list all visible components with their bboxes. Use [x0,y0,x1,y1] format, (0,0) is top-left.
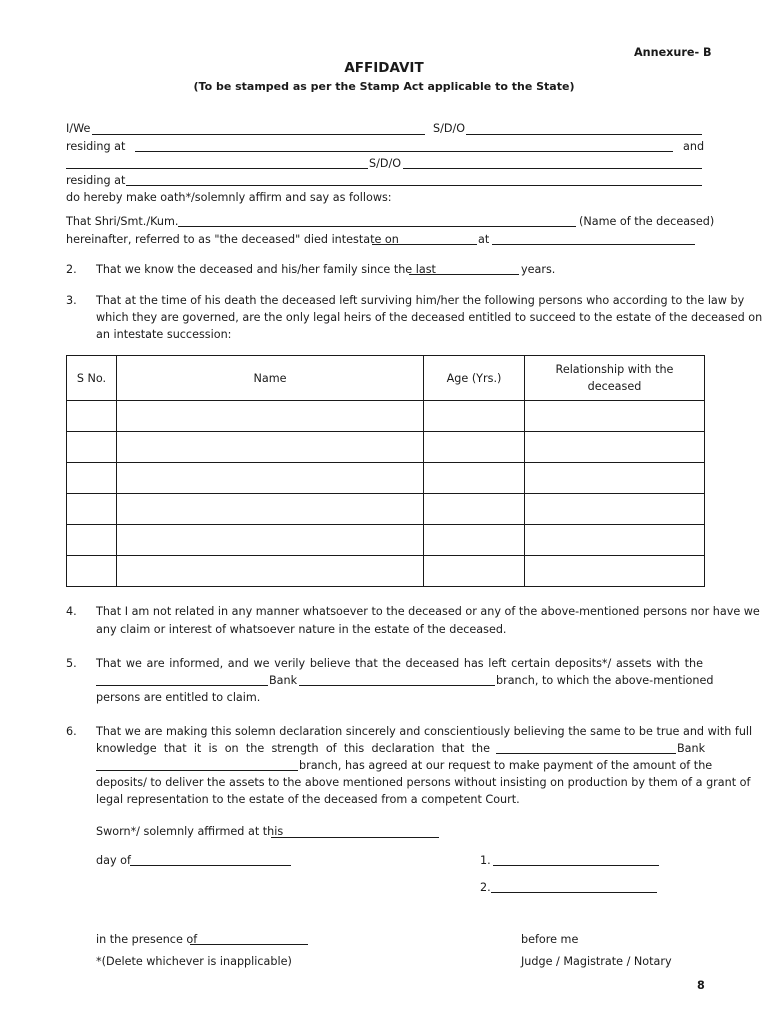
sdo-name-field[interactable] [466,134,702,135]
cell-sno[interactable] [67,494,117,525]
item-6-line-1: That we are making this solemn declaration sincerely and conscientiously believing the same to be true and with full [96,725,753,738]
item-6-line-3: branch, has agreed at our request to make payment of the amount of the [299,759,713,772]
residing-address-field[interactable] [135,151,673,152]
item-6-line-2: knowledge that it is on the strength of this declaration that the [96,742,490,755]
iwe-name-field[interactable] [92,134,425,135]
cell-age[interactable] [424,494,525,525]
table-row [67,432,705,463]
item-number-3: 3. [66,294,77,307]
header-age: Age (Yrs.) [424,356,525,401]
signature-1-label: 1. [480,854,491,867]
cell-relationship[interactable] [525,556,705,587]
table-row [67,401,705,432]
at-label: at [478,233,490,246]
residing-at-label-2: residing at [66,174,126,187]
item-number-4: 4. [66,605,77,618]
item-5-line-3: persons are entitled to claim. [96,691,261,704]
bank-name-field-2[interactable] [496,753,676,754]
cell-name[interactable] [117,556,424,587]
presence-label: in the presence of [96,933,198,946]
signature-2-field[interactable] [491,892,657,893]
day-of-label: day of [96,854,131,867]
table-header-row [67,356,705,401]
years-known-field[interactable] [409,274,519,275]
table-row [67,463,705,494]
cell-relationship[interactable] [525,401,705,432]
cell-sno[interactable] [67,525,117,556]
authority-label: Judge / Magistrate / Notary [521,955,672,968]
sdo2-label: S/D/O [369,157,402,170]
table-row [67,494,705,525]
delete-note: *(Delete whichever is inapplicable) [96,955,292,968]
document-title: AFFIDAVIT [344,60,424,76]
residing-address-field-2[interactable] [126,185,702,186]
item-5-bank: Bank [269,674,298,687]
item-6-line-5: legal representation to the estate of the deceased from a competent Court. [96,793,520,806]
hereinafter-text: hereinafter, referred to as "the deceased" died intestate on [66,233,399,246]
cell-name[interactable] [117,525,424,556]
residing-at-label: residing at [66,140,126,153]
before-me-label: before me [521,933,579,946]
that-shri-label: That Shri/Smt./Kum. [66,215,179,228]
item-2-text: That we know the deceased and his/her family since the last [96,263,436,276]
item-4-line-1: That I am not related in any manner whatsoever to the deceased or any of the above-mentioned persons nor have we [96,605,760,618]
cell-name[interactable] [117,432,424,463]
document-subtitle: (To be stamped as per the Stamp Act applicable to the State) [193,80,575,93]
item-3-line-3: an intestate succession: [96,328,232,341]
cell-sno[interactable] [67,401,117,432]
date-of-death-field[interactable] [372,244,477,245]
item-3-line-1: That at the time of his death the deceased left surviving him/her the following persons who according to the law by [96,294,745,307]
cell-sno[interactable] [67,432,117,463]
and-label: and [683,140,705,153]
cell-sno[interactable] [67,556,117,587]
presence-field[interactable] [190,944,308,945]
sworn-place-field[interactable] [271,837,439,838]
deceased-name-field[interactable] [178,226,576,227]
cell-age[interactable] [424,432,525,463]
item-5-branch: branch, to which the above-mentioned [496,674,714,687]
header-relationship [525,356,705,401]
second-person-name-field[interactable] [66,168,368,169]
item-2-years: years. [521,263,556,276]
name-of-deceased-label: (Name of the deceased) [579,215,715,228]
cell-age[interactable] [424,556,525,587]
cell-name[interactable] [117,463,424,494]
legal-heirs-table [66,355,705,587]
cell-age[interactable] [424,525,525,556]
cell-name[interactable] [117,494,424,525]
item-6-bank: Bank [677,742,706,755]
item-5-line-1: That we are informed, and we verily believe that the deceased has left certain deposits*/ assets with the [96,657,703,670]
annexure-label: Annexure- B [634,46,712,59]
place-of-death-field[interactable] [492,244,695,245]
sdo-label: S/D/O [433,122,466,135]
page-number: 8 [697,979,705,992]
cell-name[interactable] [117,401,424,432]
oath-statement: do hereby make oath*/solemnly affirm and say as follows: [66,191,392,204]
sworn-label: Sworn*/ solemnly affirmed at this [96,825,284,838]
cell-relationship[interactable] [525,525,705,556]
signature-2-label: 2. [480,881,491,894]
item-number-6: 6. [66,725,77,738]
header-relationship-text: Relationship with the deceased [555,363,674,393]
branch-name-field-1[interactable] [299,685,495,686]
iwe-label: I/We [66,122,91,135]
cell-age[interactable] [424,401,525,432]
table-row [67,525,705,556]
header-name: Name [117,356,424,401]
signature-1-field[interactable] [493,865,659,866]
header-sno: S No. [67,356,117,401]
branch-name-field-2[interactable] [96,770,298,771]
table-row [67,556,705,587]
cell-relationship[interactable] [525,494,705,525]
bank-name-field-1[interactable] [96,685,268,686]
item-number-5: 5. [66,657,77,670]
item-3-line-2: which they are governed, are the only legal heirs of the deceased entitled to succeed to the estate of the deceased on [96,311,763,324]
cell-relationship[interactable] [525,463,705,494]
cell-relationship[interactable] [525,432,705,463]
sdo2-name-field[interactable] [403,168,702,169]
item-number-2: 2. [66,263,77,276]
item-4-line-2: any claim or interest of whatsoever nature in the estate of the deceased. [96,623,507,636]
item-6-line-4: deposits/ to deliver the assets to the above mentioned persons without insisting on production by them of a grant of [96,776,751,789]
day-of-field[interactable] [130,865,291,866]
cell-sno[interactable] [67,463,117,494]
cell-age[interactable] [424,463,525,494]
